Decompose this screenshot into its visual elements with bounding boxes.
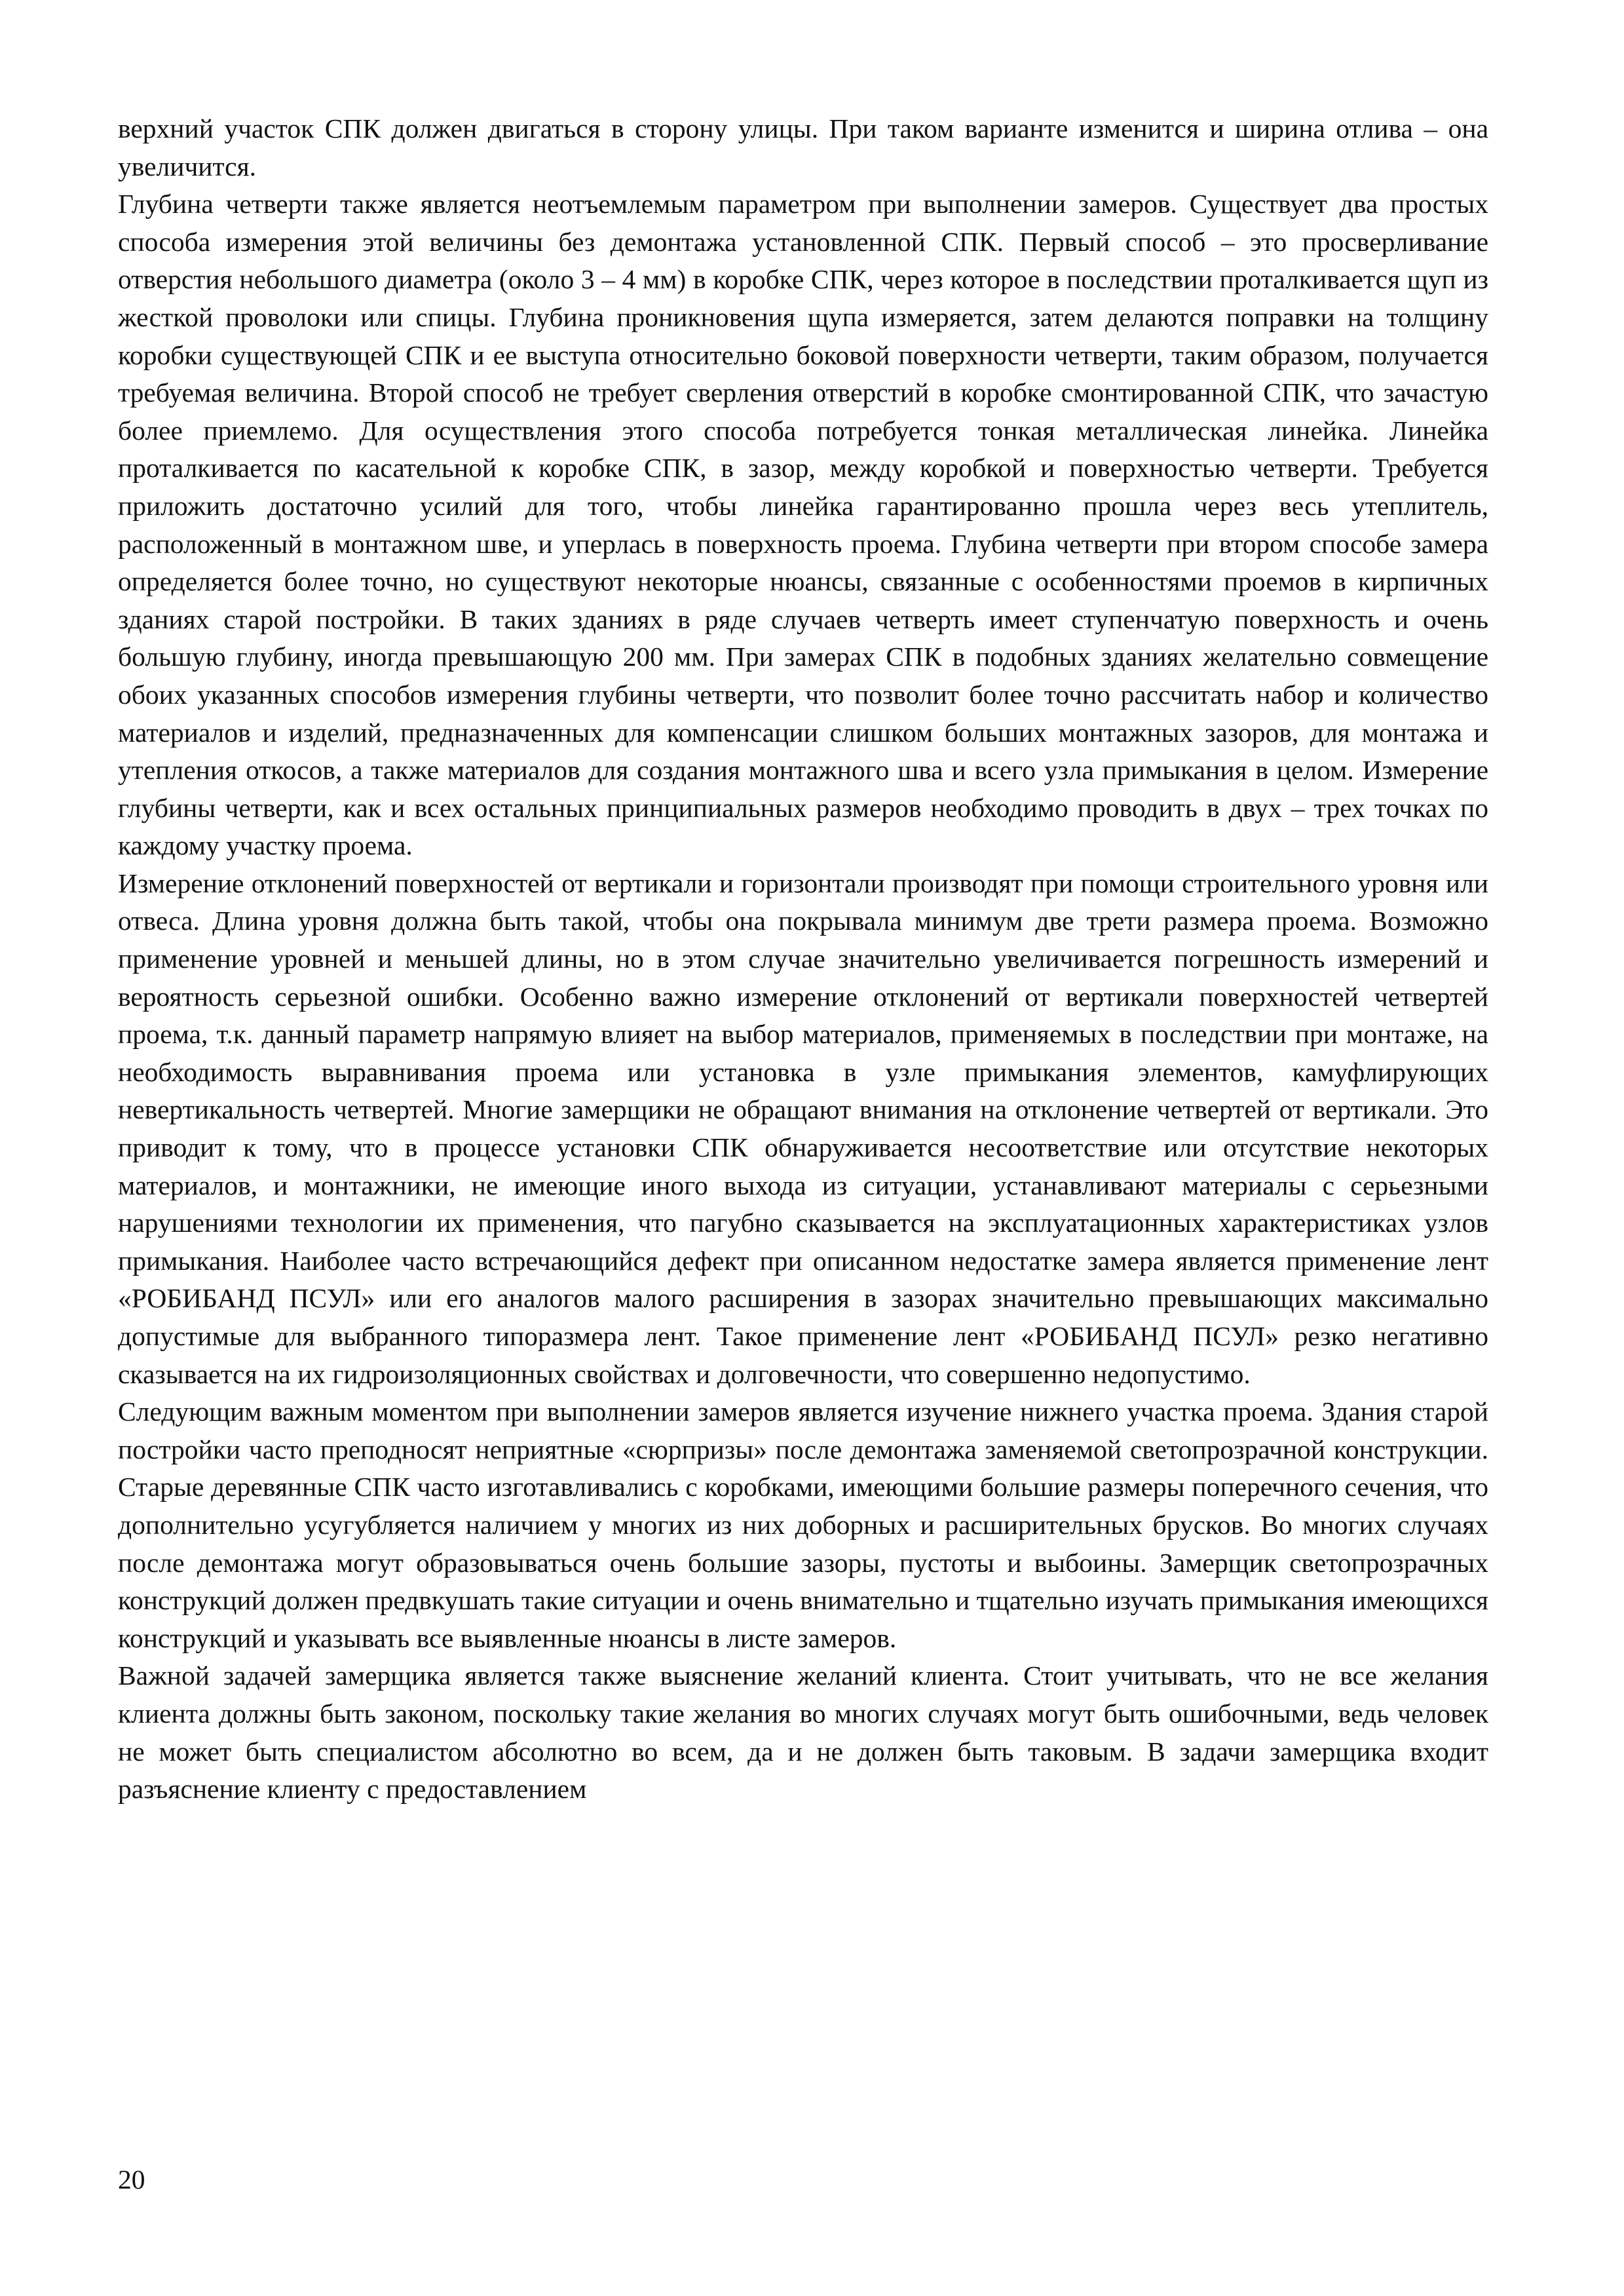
page-body [118,110,1488,1808]
page-number: 20 [118,2164,145,2194]
paragraph-lower-section: Следующим важным моментом при выполнении замеров является изучение нижнего участка проема. Здания старой постройки часто преподносят неприятные «сюрпризы» после демонтажа заменяемой светопрозрачной конструкции. Старые деревянные СПК часто изготавливались с коробками, имеющими большие размеры поперечного сечения, что дополнительно усугубляется наличием у многих из них доборных и расширительных брусков. Во многих случаях после демонтажа могут образовываться очень большие зазоры, пустоты и выбоины. Замерщик светопрозрачных конструкций должен предвкушать такие ситуации и очень внимательно и тщательно изучать примыкания имеющихся конструкций и указывать все выявленные нюансы в листе замеров. [118,1396,1488,1653]
paragraph-quarter-depth: Глубина четверти также является неотъемлемым параметром при выполнении замеров. Существует два простых способа измерения этой величины без демонтажа установленной СПК. Первый способ – это просверливание отверстия небольшого диаметра (около 3 – 4 мм) в коробке СПК, через которое в последствии проталкивается щуп из жесткой проволоки или спицы. Глубина проникновения щупа измеряется, затем делаются поправки на толщину коробки существующей СПК и ее выступа относительно боковой поверхности четверти, таким образом, получается требуемая величина. Второй способ не требует сверления отверстий в коробке смонтированной СПК, что зачастую более приемлемо. Для осуществления этого способа потребуется тонкая металлическая линейка. Линейка проталкивается по касательной к коробке СПК, в зазор, между коробкой и поверхностью четверти. Требуется приложить достаточно усилий для того, чтобы линейка гарантированно прошла через весь утеплитель, расположенный в монтажном шве, и уперлась в поверхность проема. Глубина четверти при втором способе замера определяется более точно, но существуют некоторые нюансы, связанные с особенностями проемов в кирпичных зданиях старой постройки. В таких зданиях в ряде случаев четверть имеет ступенчатую поверхность и очень большую глубину, иногда превышающую 200 мм. При замерах СПК в подобных зданиях желательно совмещение обоих указанных способов измерения глубины четверти, что позволит более точно рассчитать набор и количество материалов и изделий, предназначенных для компенсации слишком больших монтажных зазоров, для монтажа и утепления откосов, а также материалов для создания монтажного шва и всего узла примыкания в целом. Измерение глубины четверти, как и всех остальных принципиальных размеров необходимо проводить в двух – трех точках по каждому участку проема. [118,189,1488,861]
paragraph-window-sill-continuation: верхний участок СПК должен двигаться в сторону улицы. При таком варианте изменится и ширина отлива – она увеличится. [118,113,1488,182]
paragraph-client-wishes: Важной задачей замерщика является также выяснение желаний клиента. Стоит учитывать, что не все желания клиента должны быть законом, поскольку такие желания во многих случаях могут быть ошибочными, ведь человек не может быть специалистом абсолютно во всем, да и не должен быть таковым. В задачи замерщика входит разъяснение клиенту с предоставлением [118,1660,1488,1805]
paragraph-deviation-measurement: Измерение отклонений поверхностей от вертикали и горизонтали производят при помощи строительного уровня или отвеса. Длина уровня должна быть такой, чтобы она покрывала минимум две трети размера проема. Возможно применение уровней и меньшей длины, но в этом случае значительно увеличивается погрешность измерений и вероятность серьезной ошибки. Особенно важно измерение отклонений от вертикали поверхностей четвертей проема, т.к. данный параметр напрямую влияет на выбор материалов, применяемых в последствии при монтаже, на необходимость выравнивания проема или установка в узле примыкания элементов, камуфлирующих невертикальность четвертей. Многие замерщики не обращают внимания на отклонение четвертей от вертикали. Это приводит к тому, что в процессе установки СПК обнаруживается несоответствие или отсутствие некоторых материалов, и монтажники, не имеющие иного выхода из ситуации, устанавливают материалы с серьезными нарушениями технологии их применения, что пагубно сказывается на эксплуатационных характеристиках узлов примыкания. Наиболее часто встречающийся дефект при описанном недостатке замера является применение лент «РОБИБАНД ПСУЛ» или его аналогов малого расширения в зазорах значительно превышающих максимально допустимые для выбранного типоразмера лент. Такое применение лент «РОБИБАНД ПСУЛ» резко негативно сказывается на их гидроизоляционных свойствах и долговечности, что совершенно недопустимо. [118,868,1488,1389]
